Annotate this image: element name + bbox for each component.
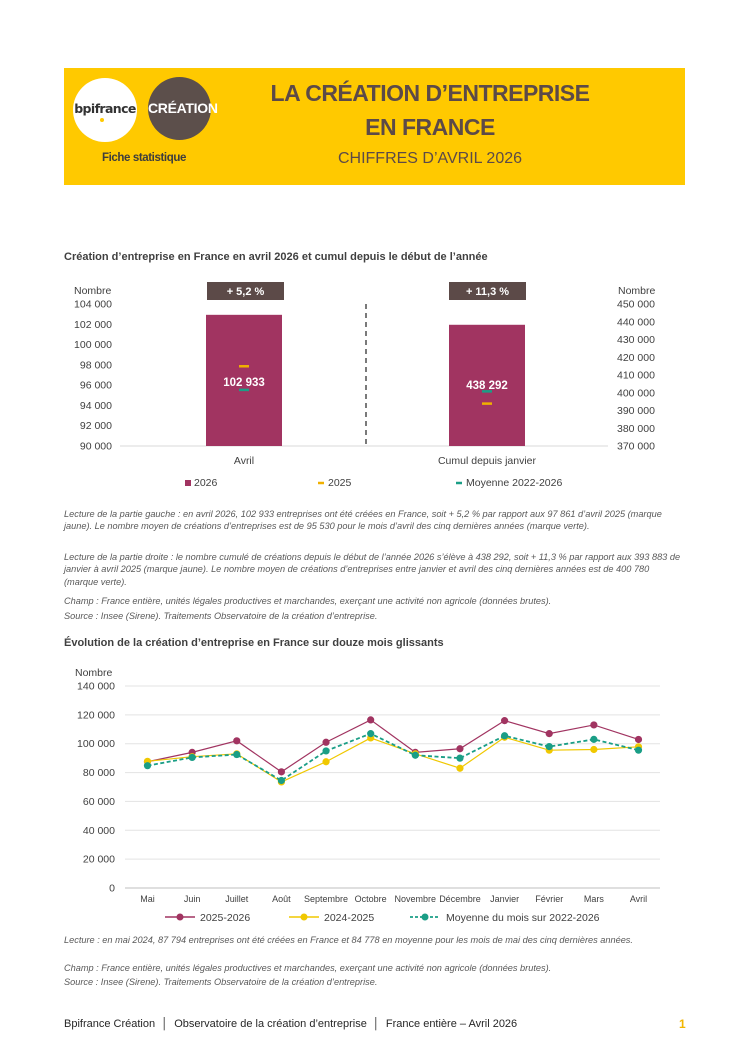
bar-value-label: 438 292 xyxy=(466,380,508,392)
header-banner xyxy=(64,68,685,185)
chart2-axis-label: Nombre xyxy=(75,667,113,679)
series-point xyxy=(635,747,642,754)
y-tick-label: 0 xyxy=(109,882,115,895)
series-point xyxy=(590,721,597,728)
chart2-title: Évolution de la création d’entreprise en France sur douze mois glissants xyxy=(64,637,444,649)
series-point xyxy=(456,765,463,772)
page-subtitle: CHIFFRES D’AVRIL 2026 xyxy=(337,150,523,167)
left-category-label: Avril xyxy=(233,455,255,467)
x-tick-label: Novembre xyxy=(394,894,437,904)
chart2-note-scope: Champ : France entière, unités légales productives et marchandes, exerçant une activité non agricole (données brutes). xyxy=(64,963,552,973)
legend-2024-2025-label: 2024-2025 xyxy=(324,912,375,924)
series-point xyxy=(278,777,285,784)
left-tick-label: 94 000 xyxy=(79,399,112,412)
series-point xyxy=(189,754,196,761)
creation-logo-text: CRÉATION xyxy=(148,100,218,116)
chart1-note-source: Source : Insee (Sirene). Traitements Observatoire de la création d’entreprise. xyxy=(64,611,378,621)
series-line-Moyenne du mois sur 2022-2026 xyxy=(148,734,639,781)
y-tick-label: 120 000 xyxy=(77,709,115,722)
x-tick-label: Octobre xyxy=(354,894,387,904)
x-tick-label: Mars xyxy=(583,894,604,904)
y-tick-label: 20 000 xyxy=(82,853,115,866)
page-title-line2: EN FRANCE xyxy=(365,114,495,140)
right-tick-label: 390 000 xyxy=(617,405,655,417)
series-point xyxy=(233,751,240,758)
right-tick-label: 430 000 xyxy=(617,334,655,346)
series-point xyxy=(412,752,419,759)
series-point xyxy=(635,736,642,743)
right-category-label: Cumul depuis janvier xyxy=(437,455,537,467)
right-axis-label: Nombre xyxy=(618,285,656,297)
y-tick-label: 140 000 xyxy=(77,680,115,693)
y-tick-label: 80 000 xyxy=(82,767,115,780)
page-title-line1: LA CRÉATION D’ENTREPRISE xyxy=(270,80,590,106)
legend-mean-label: Moyenne 2022-2026 xyxy=(466,477,563,489)
legend-2026-label: 2026 xyxy=(194,477,218,489)
chart1-note-left: Lecture de la partie gauche : en avril 2026, 102 933 entreprises ont été créées en France, soit + 5,2 % par rapport aux 97 861 d’avril 2025 (marque jaune). Le nombre moyen de créations d’entreprises est de 95 530 pour le mois d’avril des cinq dernières années (marque verte). xyxy=(64,509,662,532)
right-tick-label: 450 000 xyxy=(617,298,655,311)
left-tick-label: 98 000 xyxy=(79,359,112,372)
x-tick-label: Juillet xyxy=(225,894,249,904)
x-tick-label: Juin xyxy=(183,894,201,904)
bpifrance-logo xyxy=(73,78,137,142)
right-change-badge: + 11,3 % xyxy=(465,286,510,298)
series-point xyxy=(546,743,553,750)
chart2-svg xyxy=(0,664,750,934)
left-tick-label: 104 000 xyxy=(74,298,112,311)
y-tick-label: 60 000 xyxy=(82,795,115,808)
chart1-note-right: Lecture de la partie droite : le nombre cumulé de créations depuis le début de l’année 2026 s’élève à 438 292, soit + 11,3 % par rapport aux 393 883 de janvier à avril 2025 (marque jaune). Le nombre moyen de créations d’entreprises entre janvier et avril des cinq dernières années est de 400 780 (marque verte). xyxy=(64,552,681,587)
chart2-note-reading: Lecture : en mai 2024, 87 794 entreprises ont été créées en France et 84 778 en moyenne pour les mois de mai des cinq dernières années. xyxy=(64,935,633,945)
legend-2025-2026-marker xyxy=(177,914,184,921)
chart1-note-scope: Champ : France entière, unités légales productives et marchandes, exerçant une activité non agricole (données brutes). xyxy=(64,596,552,606)
x-tick-label: Mai xyxy=(140,894,155,904)
left-change-badge: + 5,2 % xyxy=(226,286,265,298)
bar-value-label: 102 933 xyxy=(223,377,265,389)
legend-mean-line-marker xyxy=(422,914,429,921)
series-point xyxy=(322,758,329,765)
series-point xyxy=(278,768,285,775)
series-point xyxy=(322,747,329,754)
series-point xyxy=(546,730,553,737)
chart2-note-source: Source : Insee (Sirene). Traitements Observatoire de la création d’entreprise. xyxy=(64,977,378,987)
series-point xyxy=(456,755,463,762)
fiche-label: Fiche statistique xyxy=(102,152,186,164)
legend-2026-swatch xyxy=(185,480,191,486)
series-point xyxy=(590,736,597,743)
right-tick-label: 400 000 xyxy=(617,387,655,400)
series-point xyxy=(590,746,597,753)
series-point xyxy=(367,716,374,723)
left-tick-label: 90 000 xyxy=(79,440,112,453)
creation-logo xyxy=(148,77,218,140)
legend-mean-line-label: Moyenne du mois sur 2022-2026 xyxy=(446,912,600,924)
x-tick-label: Août xyxy=(272,894,291,904)
right-tick-label: 420 000 xyxy=(617,351,655,364)
left-axis-label: Nombre xyxy=(74,285,112,297)
logo-dot-icon xyxy=(100,118,104,122)
series-point xyxy=(144,762,151,769)
chart1-title: Création d’entreprise en France en avril 2026 et cumul depuis le début de l’année xyxy=(64,251,488,263)
series-point xyxy=(501,732,508,739)
left-tick-label: 100 000 xyxy=(74,339,112,352)
series-point xyxy=(367,730,374,737)
right-tick-label: 410 000 xyxy=(617,369,655,382)
left-tick-label: 102 000 xyxy=(74,318,112,331)
page-number: 1 xyxy=(679,1017,686,1031)
left-tick-label: 96 000 xyxy=(79,379,112,392)
left-tick-label: 92 000 xyxy=(79,420,112,433)
x-tick-label: Avril xyxy=(629,894,648,904)
footer-text: Bpifrance Création │ Observatoire de la création d’entreprise │ France entière – Avril 2026 xyxy=(64,1018,518,1030)
x-tick-label: Septembre xyxy=(304,894,349,904)
series-point xyxy=(456,745,463,752)
legend-2025-2026-label: 2025-2026 xyxy=(200,912,251,924)
y-tick-label: 100 000 xyxy=(77,738,115,751)
series-point xyxy=(501,717,508,724)
legend-2025-label: 2025 xyxy=(328,477,352,489)
series-point xyxy=(322,739,329,746)
x-tick-label: Décembre xyxy=(439,894,481,904)
chart1-svg xyxy=(0,278,750,508)
bpifrance-logo-text: bpifrance xyxy=(74,101,136,116)
right-tick-label: 370 000 xyxy=(617,440,655,453)
x-tick-label: Février xyxy=(535,894,564,904)
legend-2024-2025-marker xyxy=(301,914,308,921)
x-tick-label: Janvier xyxy=(490,894,520,904)
y-tick-label: 40 000 xyxy=(82,824,115,837)
right-tick-label: 440 000 xyxy=(617,316,655,329)
right-tick-label: 380 000 xyxy=(617,422,655,435)
series-point xyxy=(233,737,240,744)
